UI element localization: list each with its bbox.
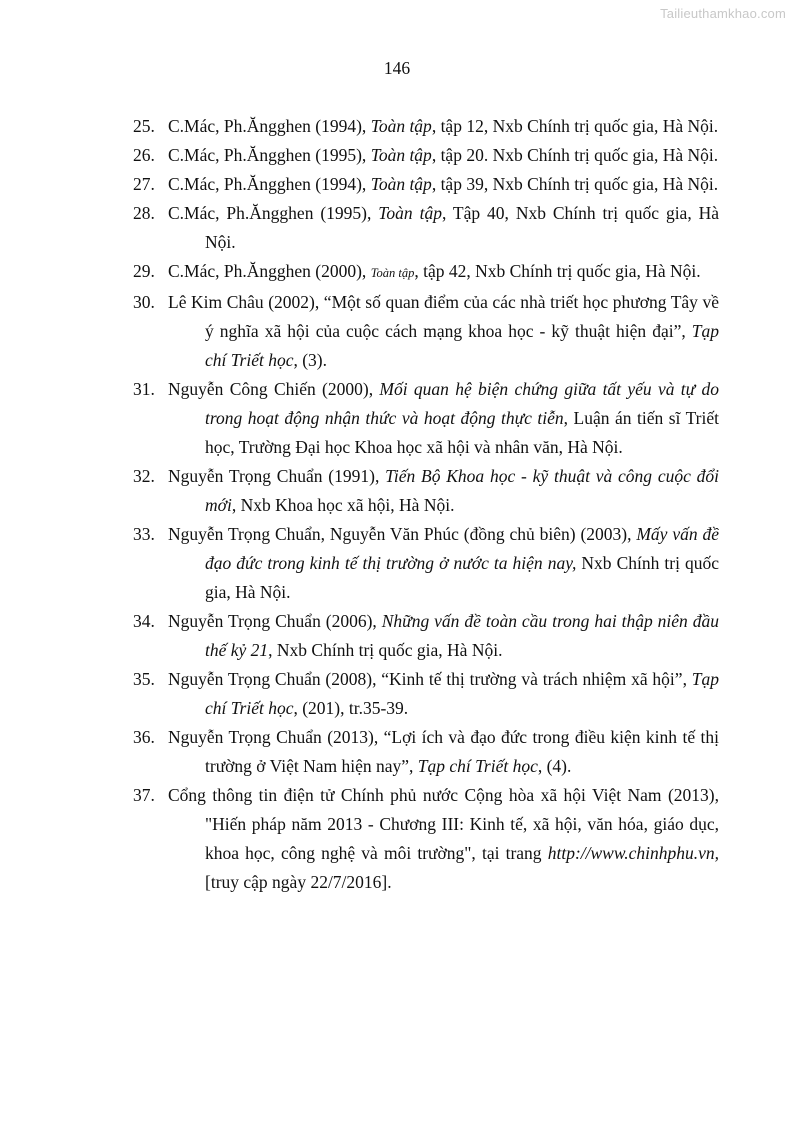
page-number: 146: [383, 58, 411, 78]
reference-text: [168, 170, 719, 199]
reference-text: [168, 288, 719, 375]
reference-text-segment: Nguyễn Công Chiến (2000),: [168, 379, 380, 399]
reference-title-italic: Tiến Bộ Khoa học - kỹ thuật và công cuộc đổi mới: [205, 466, 719, 515]
reference-title-italic: Toàn tập: [370, 145, 432, 165]
reference-number: 37.: [133, 785, 155, 805]
reference-item: [133, 665, 719, 723]
reference-text: [168, 462, 719, 520]
reference-text-segment: C.Mác, Ph.Ăngghen (1995),: [168, 203, 379, 223]
reference-title-italic: Toàn tập: [370, 116, 432, 136]
reference-number: 33.: [133, 524, 155, 544]
reference-title-italic: Tạp chí Triết học: [205, 321, 719, 370]
reference-text-segment: Nguyễn Trọng Chuẩn (2013), “Lợi ích và đạo đức trong điều kiện kinh tế thị trường ở Việt Nam hiện nay”,: [168, 727, 719, 776]
reference-number: 29.: [133, 261, 155, 281]
reference-number: 30.: [133, 292, 155, 312]
reference-number: 31.: [133, 379, 155, 399]
reference-number: 26.: [133, 145, 155, 165]
reference-item: [133, 288, 719, 375]
reference-text: [168, 607, 719, 665]
reference-number: 36.: [133, 727, 155, 747]
reference-text-segment: C.Mác, Ph.Ăngghen (2000),: [168, 261, 371, 281]
reference-text-segment: , (3).: [293, 350, 327, 370]
reference-item: [133, 781, 719, 897]
reference-text-segment: , (4).: [537, 756, 572, 776]
reference-title-italic[interactable]: http://www.chinhphu.vn,: [547, 843, 719, 863]
reference-text: [168, 520, 719, 607]
reference-number: 32.: [133, 466, 155, 486]
reference-title-italic: Toàn tập: [378, 203, 442, 223]
reference-item: [133, 112, 719, 141]
reference-title-italic: Tạp chí Triết học: [205, 669, 719, 718]
reference-text-segment: , (201), tr.35-39.: [293, 698, 409, 718]
reference-item: [133, 520, 719, 607]
reference-number: 27.: [133, 174, 155, 194]
reference-text-segment: Nguyễn Trọng Chuẩn (2008), “Kinh tế thị trường và trách nhiệm xã hội”,: [168, 669, 692, 689]
reference-item: [133, 462, 719, 520]
reference-text-segment: , tập 12, Nxb Chính trị quốc gia, Hà Nội.: [431, 116, 719, 136]
reference-text-segment: [truy cập ngày 22/7/2016].: [205, 872, 392, 892]
reference-item: [133, 170, 719, 199]
reference-text-segment: , Tập 40, Nxb Chính trị quốc gia, Hà Nội.: [205, 203, 720, 252]
reference-item: [133, 375, 719, 462]
reference-title-italic: Những vấn đề toàn cầu trong hai thập niên đầu thế kỷ 21: [205, 611, 719, 660]
reference-text-segment: , tập 39, Nxb Chính trị quốc gia, Hà Nội.: [431, 174, 719, 194]
reference-text-segment: , Nxb Chính trị quốc gia, Hà Nội.: [268, 640, 503, 660]
reference-number: 34.: [133, 611, 155, 631]
reference-text-segment: C.Mác, Ph.Ăngghen (1995),: [168, 145, 371, 165]
reference-text: [168, 665, 719, 723]
reference-text: [168, 112, 719, 141]
reference-number: 28.: [133, 203, 155, 223]
reference-number: 35.: [133, 669, 155, 689]
reference-text-segment: , tập 20. Nxb Chính trị quốc gia, Hà Nội.: [431, 145, 719, 165]
reference-title-italic: Mối quan hệ biện chứng giữa tất yếu và tự do trong hoạt động nhận thức và hoạt động thực tiễn: [205, 379, 719, 428]
reference-item: [133, 607, 719, 665]
reference-text: [168, 141, 719, 170]
reference-text-segment: , tập 42, Nxb Chính trị quốc gia, Hà Nội.: [414, 261, 701, 281]
reference-title-italic: Mấy vấn đề đạo đức trong kinh tế thị trường ở nước ta hiện nay,: [205, 524, 719, 573]
reference-item: [133, 723, 719, 781]
reference-text-segment: C.Mác, Ph.Ăngghen (1994),: [168, 116, 371, 136]
reference-text-segment: , Nxb Khoa học xã hội, Hà Nội.: [231, 495, 455, 515]
reference-title-italic: Toàn tập: [370, 174, 432, 194]
reference-text-segment: , Luận án tiến sĩ Triết học, Trường Đại học Khoa học xã hội và nhân văn, Hà Nội.: [205, 408, 719, 457]
reference-text-segment: Nguyễn Trọng Chuẩn (2006),: [168, 611, 382, 631]
reference-text-segment: Nguyễn Trọng Chuẩn (1991),: [168, 466, 386, 486]
watermark: Tailieuthamkhao.com: [660, 6, 786, 21]
reference-title-italic: Toàn tập: [370, 266, 415, 280]
reference-text-segment: Nguyễn Trọng Chuẩn, Nguyễn Văn Phúc (đồng chủ biên) (2003),: [168, 524, 637, 544]
reference-text-segment: Lê Kim Châu (2002), “Một số quan điểm của các nhà triết học phương Tây về ý nghĩa xã hội của cuộc cách mạng khoa học - kỹ thuật hiện đại”,: [168, 292, 719, 341]
reference-item: [133, 141, 719, 170]
reference-text-segment: Nxb Chính trị quốc gia, Hà Nội.: [205, 553, 719, 602]
reference-text: [168, 723, 719, 781]
reference-text: [168, 781, 719, 897]
reference-text: [168, 199, 720, 257]
reference-text-segment: C.Mác, Ph.Ăngghen (1994),: [168, 174, 371, 194]
reference-item: [133, 257, 719, 288]
reference-item: [133, 199, 719, 257]
reference-number: 25.: [133, 116, 155, 136]
reference-list: [133, 112, 719, 897]
reference-text: [168, 375, 719, 462]
reference-text-segment: Cổng thông tin điện tử Chính phủ nước Cộng hòa xã hội Việt Nam (2013), "Hiến pháp năm 2013 - Chương III: Kinh tế, xã hội, văn hóa, giáo dục, khoa học, công nghệ và môi trường", tại trang: [168, 785, 719, 863]
reference-title-italic: Tạp chí Triết học: [417, 756, 538, 776]
reference-text: [168, 257, 719, 288]
